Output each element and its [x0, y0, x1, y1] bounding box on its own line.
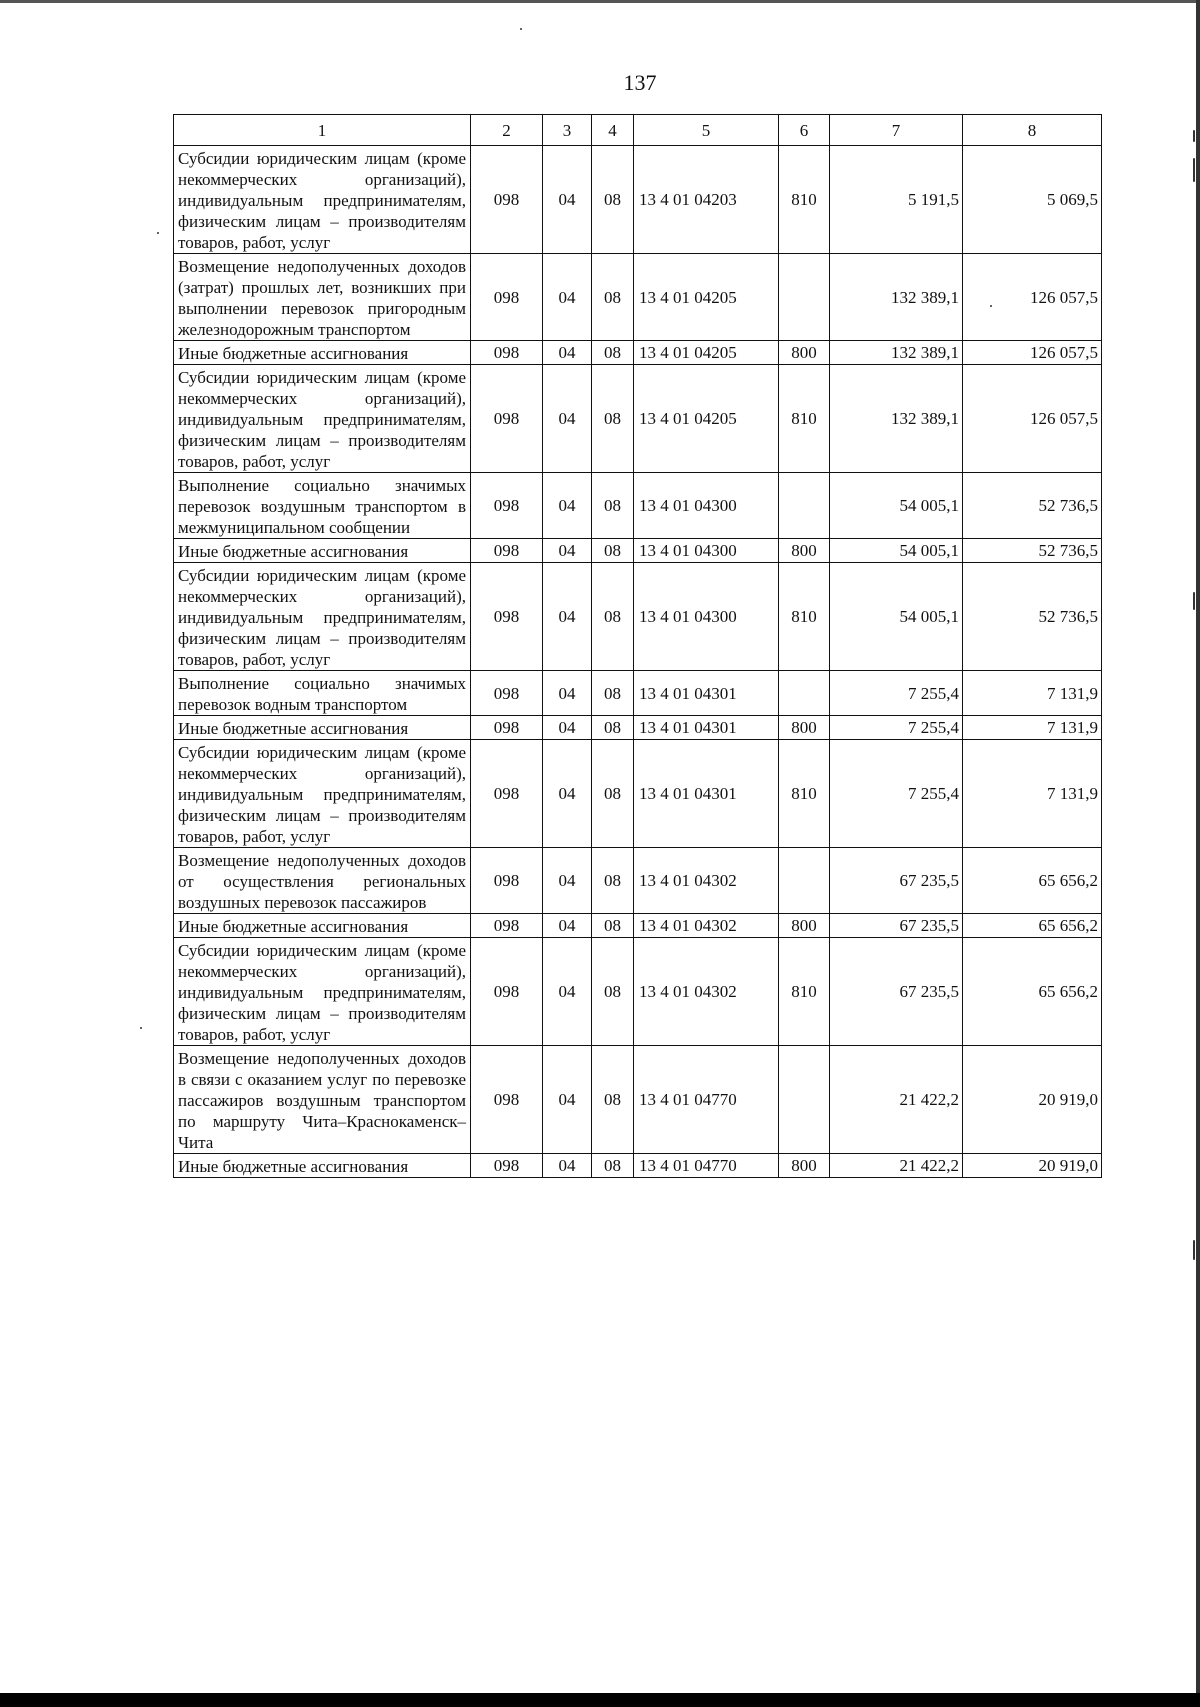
cell-ministry: 098: [471, 539, 543, 563]
column-header: 2: [471, 115, 543, 146]
cell-amount-7: 54 005,1: [830, 563, 963, 671]
cell-target-code: 13 4 01 04300: [634, 563, 779, 671]
row-name: Субсидии юридическим лицам (кроме некоммерческих организаций), индивидуальным предпринимателям, физическим лицам – производителям товаров, работ, услуг: [174, 740, 471, 848]
cell-subsection: 08: [592, 938, 634, 1046]
table-row: [174, 716, 1102, 740]
cell-ministry: 098: [471, 716, 543, 740]
cell-section: 04: [543, 146, 592, 254]
scan-edge-top: [0, 0, 1200, 3]
cell-amount-8: 65 656,2: [963, 914, 1102, 938]
cell-ministry: 098: [471, 473, 543, 539]
cell-amount-7: 132 389,1: [830, 341, 963, 365]
cell-target-code: 13 4 01 04203: [634, 146, 779, 254]
row-name: Возмещение недополученных доходов (затрат) прошлых лет, возникших при выполнении перевозок пригородным железнодорожным транспортом: [174, 254, 471, 341]
table-row: [174, 473, 1102, 539]
cell-target-code: 13 4 01 04770: [634, 1154, 779, 1178]
column-header: 5: [634, 115, 779, 146]
row-name: Субсидии юридическим лицам (кроме некоммерческих организаций), индивидуальным предпринимателям, физическим лицам – производителям товаров, работ, услуг: [174, 146, 471, 254]
cell-ministry: 098: [471, 1046, 543, 1154]
cell-amount-7: 67 235,5: [830, 938, 963, 1046]
cell-expense-type: 800: [779, 716, 830, 740]
table-row: [174, 1154, 1102, 1178]
budget-table: [173, 114, 1102, 1178]
cell-subsection: 08: [592, 740, 634, 848]
cell-ministry: 098: [471, 254, 543, 341]
cell-amount-7: 7 255,4: [830, 740, 963, 848]
cell-target-code: 13 4 01 04302: [634, 938, 779, 1046]
cell-ministry: 098: [471, 563, 543, 671]
table-row: [174, 341, 1102, 365]
cell-subsection: 08: [592, 539, 634, 563]
cell-target-code: 13 4 01 04301: [634, 740, 779, 848]
cell-section: 04: [543, 563, 592, 671]
cell-subsection: 08: [592, 671, 634, 716]
cell-section: 04: [543, 848, 592, 914]
cell-amount-7: 132 389,1: [830, 365, 963, 473]
cell-target-code: 13 4 01 04205: [634, 341, 779, 365]
cell-section: 04: [543, 671, 592, 716]
cell-amount-8: 52 736,5: [963, 563, 1102, 671]
row-name: Иные бюджетные ассигнования: [174, 1154, 471, 1178]
cell-amount-7: 21 422,2: [830, 1046, 963, 1154]
row-name: Возмещение недополученных доходов в связи с оказанием услуг по перевозке пассажиров воздушным транспортом по маршруту Чита–Краснокаменск–Чита: [174, 1046, 471, 1154]
cell-target-code: 13 4 01 04301: [634, 716, 779, 740]
cell-amount-8: 7 131,9: [963, 740, 1102, 848]
cell-amount-7: 67 235,5: [830, 914, 963, 938]
cell-ministry: 098: [471, 671, 543, 716]
cell-amount-7: 7 255,4: [830, 671, 963, 716]
cell-expense-type: 810: [779, 938, 830, 1046]
cell-amount-8: 65 656,2: [963, 938, 1102, 1046]
cell-ministry: 098: [471, 365, 543, 473]
cell-expense-type: [779, 254, 830, 341]
cell-amount-8: 52 736,5: [963, 473, 1102, 539]
row-name: Выполнение социально значимых перевозок водным транспортом: [174, 671, 471, 716]
cell-target-code: 13 4 01 04301: [634, 671, 779, 716]
cell-target-code: 13 4 01 04300: [634, 539, 779, 563]
table-row: [174, 1046, 1102, 1154]
cell-expense-type: 810: [779, 563, 830, 671]
table-row: [174, 563, 1102, 671]
cell-expense-type: 800: [779, 539, 830, 563]
cell-subsection: 08: [592, 914, 634, 938]
cell-amount-8: 126 057,5: [963, 254, 1102, 341]
table-row: [174, 914, 1102, 938]
cell-amount-7: 7 255,4: [830, 716, 963, 740]
column-header: 3: [543, 115, 592, 146]
column-header: 4: [592, 115, 634, 146]
cell-amount-8: 5 069,5: [963, 146, 1102, 254]
cell-amount-7: 21 422,2: [830, 1154, 963, 1178]
cell-expense-type: 800: [779, 914, 830, 938]
cell-expense-type: 800: [779, 1154, 830, 1178]
table-row: [174, 539, 1102, 563]
cell-section: 04: [543, 716, 592, 740]
cell-section: 04: [543, 473, 592, 539]
cell-ministry: 098: [471, 848, 543, 914]
cell-amount-8: 20 919,0: [963, 1046, 1102, 1154]
column-header: 7: [830, 115, 963, 146]
scan-edge-right: [1196, 0, 1200, 1707]
cell-section: 04: [543, 914, 592, 938]
table-row: [174, 365, 1102, 473]
cell-amount-8: 7 131,9: [963, 716, 1102, 740]
cell-subsection: 08: [592, 341, 634, 365]
cell-section: 04: [543, 740, 592, 848]
cell-ministry: 098: [471, 1154, 543, 1178]
cell-amount-8: 52 736,5: [963, 539, 1102, 563]
cell-section: 04: [543, 938, 592, 1046]
cell-section: 04: [543, 539, 592, 563]
cell-amount-7: 5 191,5: [830, 146, 963, 254]
table-row: [174, 254, 1102, 341]
cell-subsection: 08: [592, 1154, 634, 1178]
cell-amount-7: 54 005,1: [830, 539, 963, 563]
cell-target-code: 13 4 01 04205: [634, 254, 779, 341]
cell-section: 04: [543, 341, 592, 365]
cell-subsection: 08: [592, 716, 634, 740]
cell-expense-type: 800: [779, 341, 830, 365]
cell-expense-type: 810: [779, 740, 830, 848]
cell-amount-8: 7 131,9: [963, 671, 1102, 716]
table-header-row: [174, 115, 1102, 146]
row-name: Иные бюджетные ассигнования: [174, 539, 471, 563]
column-header: 6: [779, 115, 830, 146]
cell-amount-7: 132 389,1: [830, 254, 963, 341]
cell-target-code: 13 4 01 04770: [634, 1046, 779, 1154]
page-number: 137: [623, 70, 657, 95]
cell-ministry: 098: [471, 146, 543, 254]
cell-ministry: 098: [471, 914, 543, 938]
cell-ministry: 098: [471, 938, 543, 1046]
cell-section: 04: [543, 1154, 592, 1178]
table-row: [174, 146, 1102, 254]
cell-amount-8: 126 057,5: [963, 341, 1102, 365]
cell-subsection: 08: [592, 146, 634, 254]
table-row: [174, 938, 1102, 1046]
row-name: Субсидии юридическим лицам (кроме некоммерческих организаций), индивидуальным предпринимателям, физическим лицам – производителям товаров, работ, услуг: [174, 938, 471, 1046]
cell-expense-type: [779, 848, 830, 914]
cell-subsection: 08: [592, 1046, 634, 1154]
cell-section: 04: [543, 254, 592, 341]
cell-expense-type: [779, 671, 830, 716]
cell-expense-type: [779, 473, 830, 539]
cell-amount-8: 20 919,0: [963, 1154, 1102, 1178]
cell-target-code: 13 4 01 04300: [634, 473, 779, 539]
row-name: Возмещение недополученных доходов от осуществления региональных воздушных перевозок пассажиров: [174, 848, 471, 914]
cell-subsection: 08: [592, 473, 634, 539]
cell-subsection: 08: [592, 254, 634, 341]
cell-ministry: 098: [471, 740, 543, 848]
row-name: Иные бюджетные ассигнования: [174, 716, 471, 740]
cell-section: 04: [543, 365, 592, 473]
cell-section: 04: [543, 1046, 592, 1154]
row-name: Субсидии юридическим лицам (кроме некоммерческих организаций), индивидуальным предпринимателям, физическим лицам – производителям товаров, работ, услуг: [174, 365, 471, 473]
cell-subsection: 08: [592, 563, 634, 671]
row-name: Иные бюджетные ассигнования: [174, 914, 471, 938]
cell-amount-7: 54 005,1: [830, 473, 963, 539]
table-row: [174, 671, 1102, 716]
cell-expense-type: [779, 1046, 830, 1154]
scan-edge-bottom: [0, 1693, 1200, 1707]
cell-target-code: 13 4 01 04302: [634, 914, 779, 938]
row-name: Выполнение социально значимых перевозок воздушным транспортом в межмуниципальном сообщении: [174, 473, 471, 539]
cell-amount-7: 67 235,5: [830, 848, 963, 914]
cell-ministry: 098: [471, 341, 543, 365]
cell-expense-type: 810: [779, 146, 830, 254]
row-name: Субсидии юридическим лицам (кроме некоммерческих организаций), индивидуальным предпринимателям, физическим лицам – производителям товаров, работ, услуг: [174, 563, 471, 671]
column-header: 8: [963, 115, 1102, 146]
column-header: 1: [174, 115, 471, 146]
row-name: Иные бюджетные ассигнования: [174, 341, 471, 365]
cell-target-code: 13 4 01 04302: [634, 848, 779, 914]
cell-amount-8: 126 057,5: [963, 365, 1102, 473]
cell-subsection: 08: [592, 365, 634, 473]
cell-subsection: 08: [592, 848, 634, 914]
table-row: [174, 740, 1102, 848]
cell-amount-8: 65 656,2: [963, 848, 1102, 914]
table-row: [174, 848, 1102, 914]
cell-target-code: 13 4 01 04205: [634, 365, 779, 473]
cell-expense-type: 810: [779, 365, 830, 473]
